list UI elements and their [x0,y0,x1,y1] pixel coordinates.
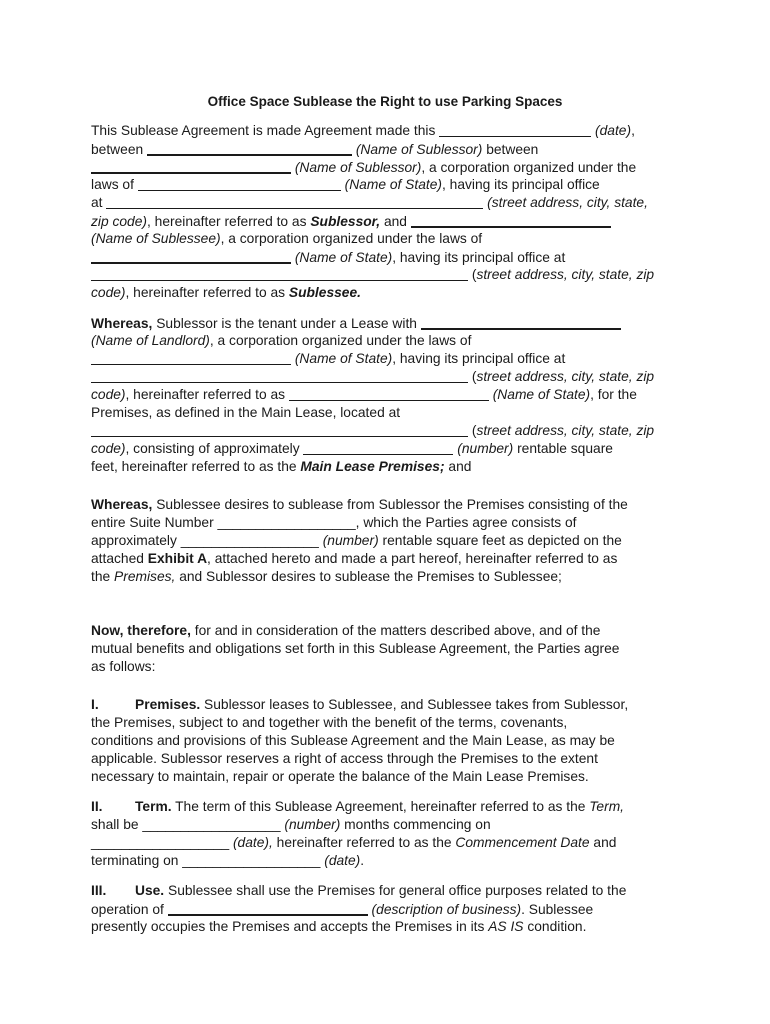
section-number: III. [91,883,107,898]
placeholder-label: zip code) [91,214,147,229]
placeholder-label: (date), [229,835,273,850]
text-line [91,350,691,368]
section-heading: Term. [135,799,172,814]
blank-underscores: __________________ [182,853,321,868]
placeholder-label: code) [91,387,126,402]
text-line [91,834,691,852]
text-line [91,212,691,230]
text: , attached hereto and made a part hereof, hereinafter referred to as [207,551,618,566]
sublessee-name-blank [411,212,611,228]
text-line [91,900,691,918]
section-number: II. [91,799,103,814]
state-blank [289,386,489,401]
text: , having its principal office at [392,250,566,265]
placeholder-label: (description of business) [367,902,522,917]
text-line [91,514,691,532]
text-line [91,750,691,768]
defined-term: Commencement Date [455,835,590,850]
text: , a corporation organized under the [421,160,637,175]
text-line [91,696,691,714]
placeholder-label: street address, city, state, zip [476,369,655,384]
text: This Sublease Agreement is made Agreement made this [91,123,440,138]
text-line [91,640,691,658]
defined-term: Term, [589,799,625,814]
text-line [91,248,691,266]
text-line [91,140,691,158]
sublessor-name-blank [147,140,352,156]
placeholder-label: (Name of Landlord) [91,333,210,348]
whereas-paragraph-2 [91,496,691,586]
text-line [91,422,691,440]
defined-term: Sublessee. [288,285,361,300]
blank-underscores: __________________ [91,835,230,850]
text: Sublessor leases to Sublessee, and Sublessee takes from Sublessor, [200,697,629,712]
text: Premises, as defined in the Main Lease, located at [91,405,401,420]
placeholder-label: (Name of State) [340,177,442,192]
now-therefore-paragraph [91,622,691,676]
text: rentable square feet as depicted on the [378,533,622,548]
text-line [91,658,691,676]
intro-paragraph [91,122,691,302]
section-term [91,798,691,870]
text: Sublessee shall use the Premises for general office purposes related to the [164,883,627,898]
text-line [91,314,691,332]
text: condition. [523,919,587,934]
text: , [631,123,635,138]
address-blank [91,266,468,281]
text: , hereinafter referred to as [125,387,289,402]
text: applicable. Sublessor reserves a right of access through the Premises to the extent [91,751,598,766]
date-blank [439,122,591,137]
section-heading: Premises. [135,697,201,712]
text: , which the Parties agree consists of [355,515,577,530]
text: between [482,142,539,157]
placeholder-label: (Name of State) [488,387,591,402]
text: shall be [91,817,143,832]
text: Sublessor is the tenant under a Lease with [152,316,421,331]
text: and [380,214,411,229]
text: , hereinafter referred to as [125,285,289,300]
text: hereinafter referred to as the [272,835,456,850]
address-blank [91,368,468,383]
placeholder-label: (number) [318,533,379,548]
text: , having its principal office [442,177,600,192]
text-line [91,714,691,732]
text-line [91,852,691,870]
text-line [91,332,691,350]
text: The term of this Sublease Agreement, hereinafter referred to as the [171,799,590,814]
blank-underscores: __________________ [142,817,281,832]
placeholder-label: (date) [591,123,632,138]
text: ( [468,369,477,384]
address-blank [106,194,483,209]
text: attached [91,551,148,566]
text: the Premises, subject to and together with the benefit of the terms, covenants, [91,715,568,730]
state-blank [91,350,291,365]
text: approximately [91,533,181,548]
section-use [91,882,691,936]
text: feet, hereinafter referred to as the [91,459,301,474]
text-line [91,622,691,640]
text-line [91,732,691,750]
text-line [91,496,691,514]
business-description-blank [168,900,368,916]
text: as follows: [91,659,156,674]
text: , for the [590,387,637,402]
state-blank [138,176,341,191]
document-title: Office Space Sublease the Right to use Parking Spaces [207,94,563,109]
sublessor-name-blank [91,158,291,174]
text: , having its principal office at [392,351,566,366]
address-blank [91,422,468,437]
text-line [91,550,691,568]
text-line [91,568,691,586]
section-premises [91,696,691,786]
text: ( [468,423,477,438]
text: months commencing on [340,817,491,832]
text: , a corporation organized under the laws of [209,333,472,348]
text: conditions and provisions of this Sublease Agreement and the Main Lease, as may be [91,733,615,748]
state-blank [91,248,291,264]
section-number: I. [91,697,99,712]
text: entire Suite Number [91,515,218,530]
text: operation of [91,902,168,917]
text: , consisting of approximately [125,441,304,456]
placeholder-label: (Name of Sublessor) [352,142,483,157]
placeholder-label: (Name of Sublessee) [91,231,221,246]
placeholder-label: street address, city, state, zip [476,267,655,282]
bold-lead: Whereas, [91,316,153,331]
bold-lead: Now, therefore, [91,623,191,638]
text: Sublessee desires to sublease from Sublessor the Premises consisting of the [152,497,628,512]
text: presently occupies the Premises and accepts the Premises in its [91,919,489,934]
text: and [589,835,617,850]
text-line [91,798,691,816]
defined-term: Premises, [114,569,176,584]
defined-term: Sublessor, [310,214,381,229]
text-line [91,816,691,834]
text: between [91,142,147,157]
text-line [91,368,691,386]
placeholder-label: code) [91,285,126,300]
placeholder-label: street address, city, state, zip [476,423,655,438]
text-line [91,230,691,248]
placeholder-label: (number) [280,817,341,832]
text-line [91,284,691,302]
text: necessary to maintain, repair or operate the balance of the Main Lease Premises. [91,769,589,784]
text: at [91,195,107,210]
defined-term: Main Lease Premises; [300,459,445,474]
text: rentable square [513,441,613,456]
placeholder-label: (Name of Sublessor) [291,160,422,175]
text: the [91,569,115,584]
text: mutual benefits and obligations set forth in this Sublease Agreement, the Parties agree [91,641,620,656]
section-heading: Use. [135,883,165,898]
placeholder-label: code) [91,441,126,456]
text-line [91,440,691,458]
placeholder-label: (Name of State) [291,351,393,366]
placeholder-label: (date) [320,853,361,868]
defined-term: AS IS [488,919,524,934]
placeholder-label: (Name of State) [291,250,393,265]
text-line [91,176,691,194]
text: terminating on [91,853,183,868]
text: ( [468,267,477,282]
text-line [91,194,691,212]
text: . Sublessee [521,902,594,917]
text-line [91,158,691,176]
bold-lead: Whereas, [91,497,153,512]
text: and Sublessor desires to sublease the Premises to Sublessee; [175,569,562,584]
document-body [91,122,691,936]
number-blank [303,440,453,455]
text-line [91,266,691,284]
text: . [360,853,365,868]
text-line [91,768,691,786]
blank-underscores: __________________ [180,533,319,548]
text: , hereinafter referred to as [146,214,311,229]
text-line [91,882,691,900]
exhibit-reference: Exhibit A [147,551,208,566]
text: laws of [91,177,138,192]
landlord-name-blank [421,314,621,330]
text: for and in consideration of the matters described above, and of the [190,623,601,638]
whereas-paragraph-1 [91,314,691,476]
text: and [444,459,472,474]
text-line [91,404,691,422]
text-line [91,458,691,476]
blank-underscores: __________________ [217,515,356,530]
placeholder-label: (number) [453,441,514,456]
text-line [91,122,691,140]
placeholder-label: (street address, city, state, [483,195,648,210]
text-line [91,918,691,936]
text-line [91,532,691,550]
text: , a corporation organized under the laws of [220,231,483,246]
text-line [91,386,691,404]
